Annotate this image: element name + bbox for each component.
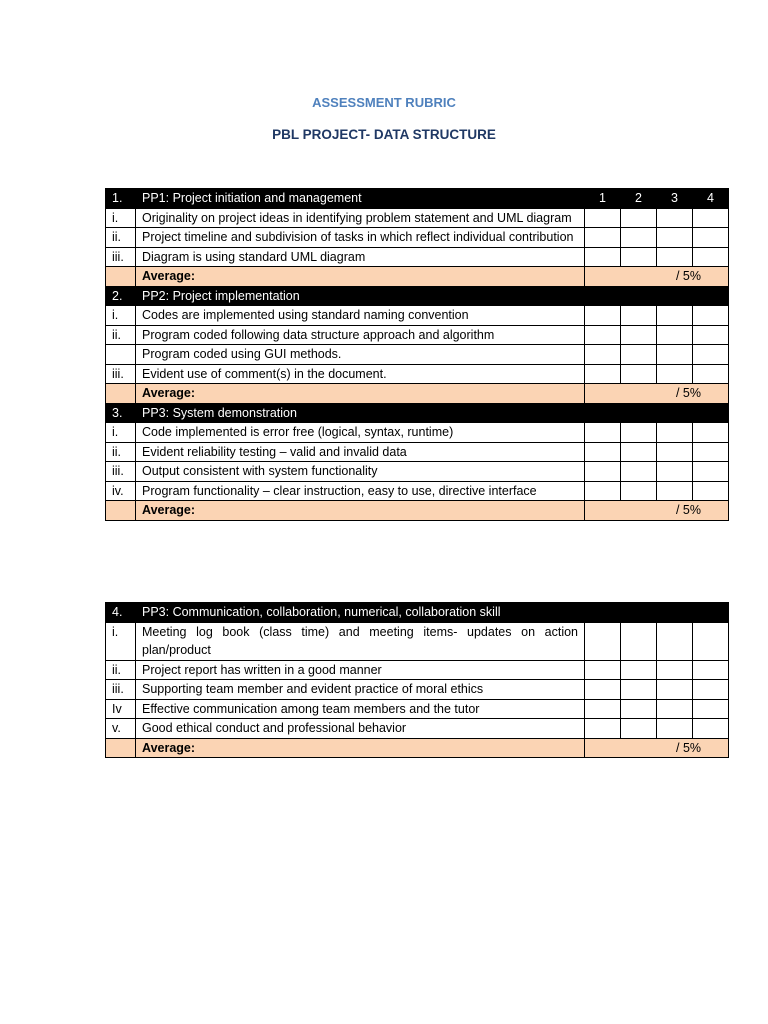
section-heading: PP2: Project implementation (136, 286, 729, 306)
criterion-row (106, 228, 729, 248)
average-label: Average: (136, 501, 585, 521)
criterion-number: i. (106, 208, 136, 228)
criterion-text: Program coded following data structure approach and algorithm (136, 325, 585, 345)
average-row (106, 384, 729, 404)
section-header-row (106, 603, 729, 623)
criterion-row (106, 364, 729, 384)
criterion-row (106, 306, 729, 326)
score-cell[interactable] (693, 622, 729, 660)
criterion-number: ii. (106, 442, 136, 462)
criterion-number: iii. (106, 462, 136, 482)
criterion-row (106, 622, 729, 660)
score-cell[interactable] (693, 306, 729, 326)
criterion-text: Good ethical conduct and professional behavior (136, 719, 585, 739)
score-cell[interactable] (621, 325, 657, 345)
score-cell[interactable] (657, 247, 693, 267)
average-spacer (106, 738, 136, 758)
criterion-number: ii. (106, 325, 136, 345)
rubric-table-communication (105, 602, 729, 758)
score-cell[interactable] (621, 208, 657, 228)
score-cell[interactable] (621, 228, 657, 248)
criterion-number: iii. (106, 364, 136, 384)
score-cell[interactable] (585, 306, 621, 326)
score-cell[interactable] (621, 442, 657, 462)
section-number: 3. (106, 403, 136, 423)
score-cell[interactable] (585, 208, 621, 228)
criterion-row (106, 345, 729, 365)
score-cell[interactable] (585, 423, 621, 443)
score-cell[interactable] (621, 306, 657, 326)
score-cell[interactable] (657, 306, 693, 326)
criterion-text: Supporting team member and evident practice of moral ethics (136, 680, 585, 700)
criterion-row (106, 719, 729, 739)
criterion-text: Diagram is using standard UML diagram (136, 247, 585, 267)
score-cell[interactable] (693, 423, 729, 443)
section-header-row (106, 286, 729, 306)
section-heading: PP3: Communication, collaboration, numerical, collaboration skill (136, 603, 729, 623)
criterion-text: Output consistent with system functionality (136, 462, 585, 482)
score-cell[interactable] (693, 364, 729, 384)
criterion-text: Program functionality – clear instruction, easy to use, directive interface (136, 481, 585, 501)
score-column-header: 2 (621, 189, 657, 209)
section-heading: PP3: System demonstration (136, 403, 729, 423)
criterion-row (106, 442, 729, 462)
score-cell[interactable] (621, 462, 657, 482)
score-cell[interactable] (657, 680, 693, 700)
score-cell[interactable] (585, 622, 621, 660)
score-cell[interactable] (585, 462, 621, 482)
criterion-number (106, 345, 136, 365)
average-label: Average: (136, 384, 585, 404)
document-title: ASSESSMENT RUBRIC (312, 95, 456, 110)
criterion-text: Meeting log book (class time) and meeting items- updates on action plan/product (136, 622, 585, 660)
score-cell[interactable] (621, 345, 657, 365)
average-row (106, 501, 729, 521)
score-cell[interactable] (657, 325, 693, 345)
criterion-text: Codes are implemented using standard naming convention (136, 306, 585, 326)
score-column-header: 4 (693, 189, 729, 209)
score-cell[interactable] (657, 228, 693, 248)
criterion-text: Project timeline and subdivision of tasks in which reflect individual contribution (136, 228, 585, 248)
average-label: Average: (136, 738, 585, 758)
score-column-header: 3 (657, 189, 693, 209)
score-cell[interactable] (693, 325, 729, 345)
average-spacer (106, 267, 136, 287)
score-cell[interactable] (657, 699, 693, 719)
score-cell[interactable] (693, 462, 729, 482)
average-spacer (106, 501, 136, 521)
section-number: 2. (106, 286, 136, 306)
score-cell[interactable] (693, 481, 729, 501)
average-spacer (106, 384, 136, 404)
score-cell[interactable] (621, 423, 657, 443)
score-cell[interactable] (621, 719, 657, 739)
score-cell[interactable] (585, 699, 621, 719)
score-cell[interactable] (585, 442, 621, 462)
average-label: Average: (136, 267, 585, 287)
score-cell[interactable] (585, 680, 621, 700)
criterion-number: iii. (106, 680, 136, 700)
section-number: 4. (106, 603, 136, 623)
score-cell[interactable] (693, 442, 729, 462)
score-cell[interactable] (585, 481, 621, 501)
average-score: / 5% (585, 267, 729, 287)
criterion-text: Project report has written in a good manner (136, 660, 585, 680)
score-cell[interactable] (621, 364, 657, 384)
criterion-number: ii. (106, 660, 136, 680)
score-cell[interactable] (621, 481, 657, 501)
criterion-number: v. (106, 719, 136, 739)
score-cell[interactable] (585, 719, 621, 739)
criterion-number: iv. (106, 481, 136, 501)
criterion-text: Code implemented is error free (logical, syntax, runtime) (136, 423, 585, 443)
score-cell[interactable] (621, 680, 657, 700)
section-heading: PP1: Project initiation and management (136, 189, 585, 209)
score-cell[interactable] (693, 660, 729, 680)
score-cell[interactable] (621, 660, 657, 680)
criterion-row (106, 325, 729, 345)
score-cell[interactable] (585, 247, 621, 267)
criterion-number: Iv (106, 699, 136, 719)
score-cell[interactable] (693, 228, 729, 248)
average-row (106, 738, 729, 758)
score-cell[interactable] (621, 699, 657, 719)
rubric-table-main (105, 188, 729, 521)
score-cell[interactable] (657, 622, 693, 660)
criterion-text: Originality on project ideas in identifying problem statement and UML diagram (136, 208, 585, 228)
criterion-row (106, 660, 729, 680)
average-score: / 5% (585, 738, 729, 758)
score-cell[interactable] (657, 660, 693, 680)
score-cell[interactable] (621, 247, 657, 267)
score-cell[interactable] (693, 680, 729, 700)
criterion-row (106, 462, 729, 482)
section-header-row (106, 189, 729, 209)
score-cell[interactable] (693, 208, 729, 228)
criterion-row (106, 481, 729, 501)
criterion-text: Effective communication among team members and the tutor (136, 699, 585, 719)
score-cell[interactable] (657, 481, 693, 501)
score-cell[interactable] (585, 345, 621, 365)
criterion-text: Program coded using GUI methods. (136, 345, 585, 365)
criterion-row (106, 699, 729, 719)
score-cell[interactable] (585, 228, 621, 248)
average-score: / 5% (585, 501, 729, 521)
criterion-number: i. (106, 306, 136, 326)
section-number: 1. (106, 189, 136, 209)
criterion-text: Evident reliability testing – valid and invalid data (136, 442, 585, 462)
score-cell[interactable] (585, 364, 621, 384)
average-score: / 5% (585, 384, 729, 404)
criterion-row (106, 423, 729, 443)
criterion-row (106, 680, 729, 700)
section-header-row (106, 403, 729, 423)
score-cell[interactable] (657, 208, 693, 228)
score-cell[interactable] (693, 247, 729, 267)
criterion-number: i. (106, 423, 136, 443)
score-cell[interactable] (657, 719, 693, 739)
score-cell[interactable] (657, 442, 693, 462)
criterion-text: Evident use of comment(s) in the document. (136, 364, 585, 384)
criterion-number: ii. (106, 228, 136, 248)
document-subtitle: PBL PROJECT- DATA STRUCTURE (272, 127, 496, 142)
score-cell[interactable] (693, 345, 729, 365)
average-row (106, 267, 729, 287)
score-cell[interactable] (585, 660, 621, 680)
score-cell[interactable] (585, 325, 621, 345)
score-cell[interactable] (657, 345, 693, 365)
score-cell[interactable] (657, 364, 693, 384)
score-column-header: 1 (585, 189, 621, 209)
criterion-row (106, 208, 729, 228)
score-cell[interactable] (657, 423, 693, 443)
criterion-number: iii. (106, 247, 136, 267)
score-cell[interactable] (621, 622, 657, 660)
criterion-row (106, 247, 729, 267)
score-cell[interactable] (693, 719, 729, 739)
criterion-number: i. (106, 622, 136, 660)
score-cell[interactable] (657, 462, 693, 482)
score-cell[interactable] (693, 699, 729, 719)
